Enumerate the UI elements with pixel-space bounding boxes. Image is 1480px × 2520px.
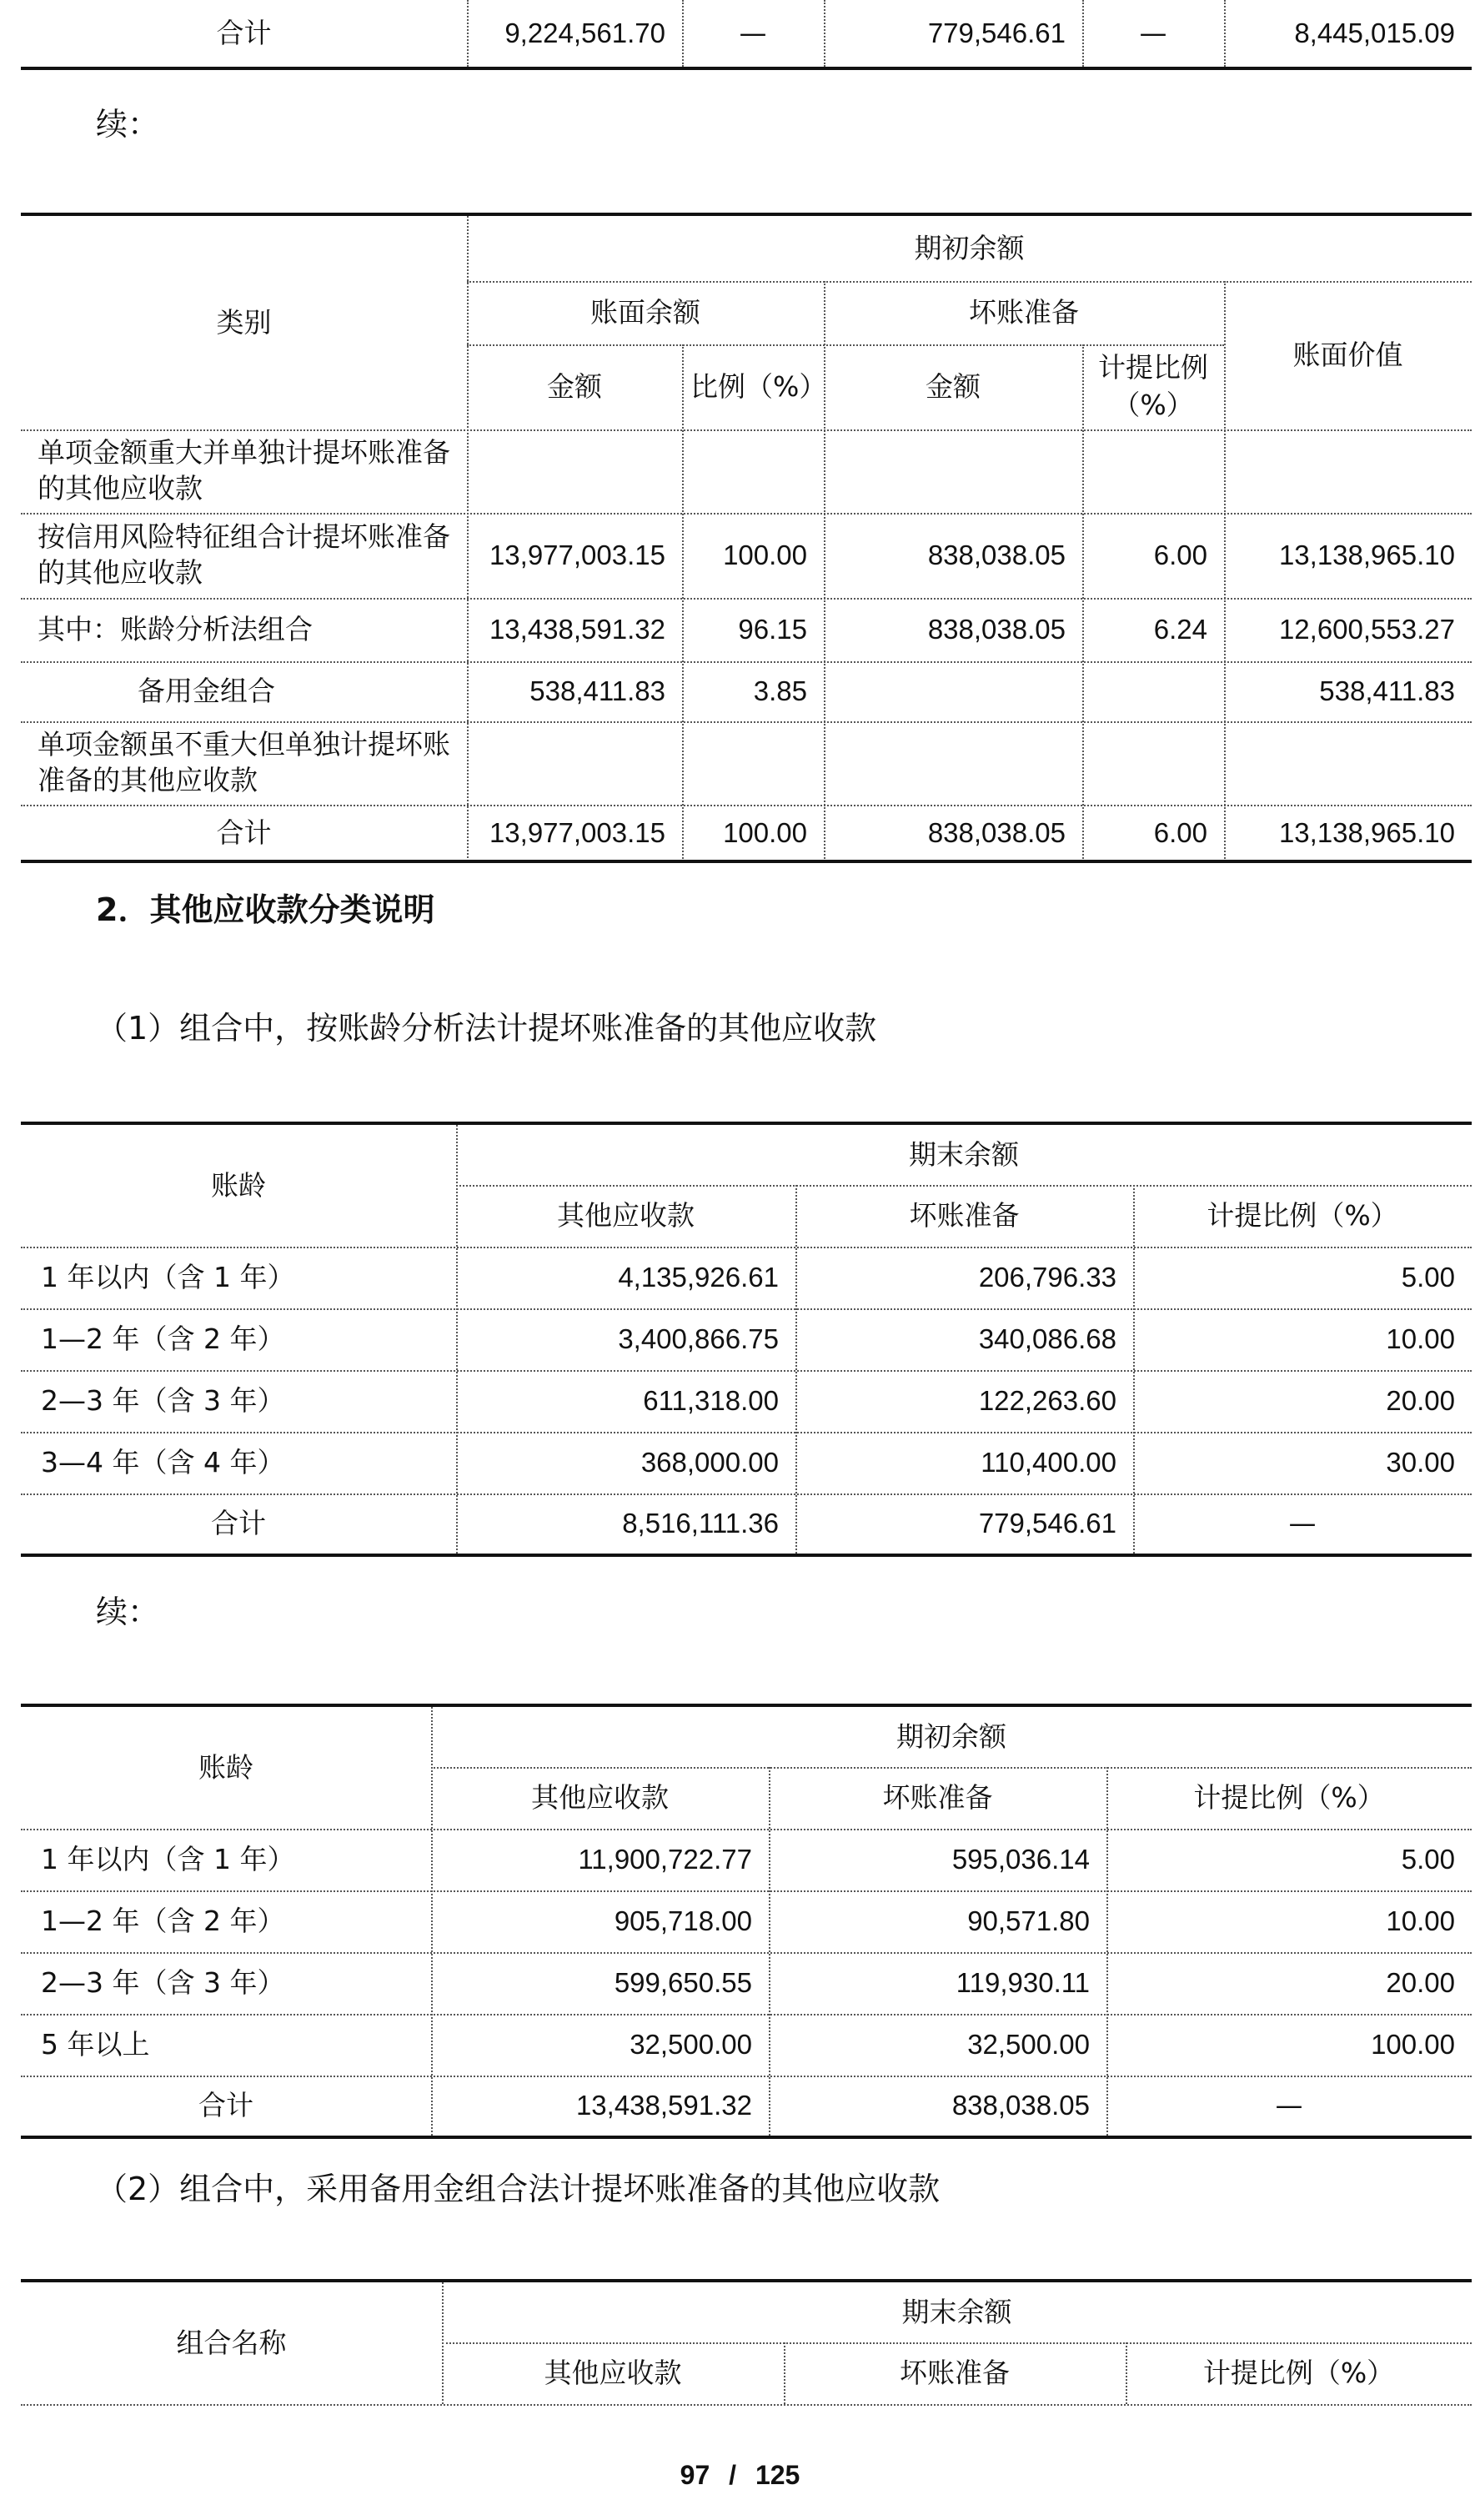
header-net-value: 账面价值 (1292, 338, 1403, 371)
bad-debt-value: 110,400.00 (981, 1446, 1116, 1478)
row-label: 3—4 年（含 4 年） (41, 1445, 285, 1478)
receivable-value: 3,400,866.75 (618, 1323, 779, 1354)
row-label: 1 年以内（含 1 年） (41, 1260, 295, 1293)
row-label: 合计 (198, 2088, 253, 2121)
book-ratio: 100.00 (723, 539, 807, 570)
sub-heading-reserve: （2）组合中，采用备用金组合法计提坏账准备的其他应收款 (96, 2171, 941, 2207)
row-label: 1—2 年（含 2 年） (41, 1904, 285, 1937)
page-number (0, 2460, 1480, 2491)
table-row-total (21, 1493, 1472, 1554)
ratio-value: 5.00 (1401, 1261, 1455, 1293)
bad-debt-value: 206,796.33 (978, 1261, 1116, 1293)
bad-debt-value: 340,086.68 (978, 1323, 1116, 1354)
header-amount-2: 金额 (926, 369, 981, 403)
ratio-value: 20.00 (1386, 1966, 1455, 1998)
bad-debt-amount: 779,546.61 (927, 17, 1066, 48)
header-period: 期初余额 (896, 1719, 1006, 1753)
bad-debt-value: 779,546.61 (978, 1507, 1116, 1539)
ratio-value: 20.00 (1386, 1384, 1455, 1416)
header-ratio: 计提比例（%） (1202, 2356, 1395, 2389)
bad-debt-value: 90,571.80 (967, 1905, 1090, 1936)
ratio-value: — (1275, 2088, 1303, 2121)
row-label: 备用金组合 (138, 674, 275, 707)
reserve-table (21, 2279, 1472, 2412)
table-row (21, 1247, 1472, 1308)
receivable-value: 599,650.55 (614, 1966, 752, 1998)
section-heading: 2．其他应收款分类说明 (96, 891, 435, 928)
book-amount: 538,411.83 (529, 675, 665, 706)
row-label: 按信用风险特征组合计提坏账准备的其他应收款 (38, 520, 450, 589)
header-ratio: 比例（%） (690, 369, 827, 403)
header-amount: 金额 (547, 369, 602, 403)
book-ratio: 100.00 (723, 816, 807, 848)
bad-debt-value: 838,038.05 (951, 2089, 1090, 2121)
page-separator: / (729, 2460, 737, 2490)
header-provision-ratio: 计提比例（%） (1098, 351, 1208, 421)
bad-debt-amount: 838,038.05 (927, 539, 1066, 570)
top-table (21, 0, 1472, 75)
receivable-value: 8,516,111.36 (622, 1507, 779, 1539)
row-label: 2—3 年（含 3 年） (41, 1383, 285, 1417)
row-label: 合计 (216, 16, 272, 49)
table-row (21, 1952, 1472, 2014)
ratio-value: — (1288, 1506, 1317, 1539)
total-pages: 125 (755, 2460, 800, 2490)
bad-debt-ratio: 6.00 (1153, 539, 1207, 570)
table-row (21, 598, 1472, 661)
ratio-value: 10.00 (1386, 1905, 1455, 1936)
table-row-total (21, 0, 1472, 67)
bad-debt-value: 122,263.60 (978, 1384, 1116, 1416)
row-label: 其中：账龄分析法组合 (38, 612, 313, 645)
book-ratio: — (739, 16, 767, 49)
bad-debt-ratio: — (1139, 16, 1167, 49)
receivable-value: 611,318.00 (643, 1384, 779, 1416)
bad-debt-value: 119,930.11 (956, 1966, 1090, 1998)
aging-begin-table (21, 1704, 1472, 2141)
continued-label: 续： (96, 1594, 160, 1630)
header-bad-debt: 坏账准备 (882, 1780, 993, 1814)
header-ratio: 计提比例（%） (1207, 1198, 1398, 1232)
table-row (21, 1432, 1472, 1493)
table-row (21, 1829, 1472, 1890)
bad-debt-amount: 838,038.05 (927, 613, 1066, 645)
header-receivable: 其他应收款 (544, 2356, 682, 2389)
sub-heading-aging: （1）组合中，按账龄分析法计提坏账准备的其他应收款 (96, 1010, 877, 1047)
header-ratio: 计提比例（%） (1193, 1780, 1385, 1814)
row-label: 1—2 年（含 2 年） (41, 1322, 285, 1355)
book-ratio: 3.85 (753, 675, 807, 706)
receivable-value: 13,438,591.32 (575, 2089, 752, 2121)
ratio-value: 100.00 (1371, 2028, 1455, 2060)
row-label: 1 年以内（含 1 年） (41, 1842, 295, 1875)
net-value: 12,600,553.27 (1278, 613, 1455, 645)
receivable-value: 11,900,722.77 (578, 1843, 752, 1875)
bad-debt-value: 595,036.14 (951, 1843, 1090, 1875)
row-label: 单项金额重大并单独计提坏账准备的其他应收款 (38, 436, 450, 505)
header-receivable: 其他应收款 (557, 1198, 695, 1232)
bad-debt-ratio: 6.00 (1153, 816, 1207, 848)
header-bad-debt: 坏账准备 (900, 2356, 1010, 2389)
header-name: 组合名称 (176, 2326, 287, 2359)
ratio-value: 10.00 (1386, 1323, 1455, 1354)
bad-debt-amount: 838,038.05 (927, 816, 1066, 848)
receivable-value: 4,135,926.61 (618, 1261, 779, 1293)
receivable-value: 368,000.00 (640, 1446, 779, 1478)
header-period: 期末余额 (909, 1137, 1019, 1171)
net-value: 13,138,965.10 (1278, 539, 1455, 570)
row-label: 5 年以上 (41, 2027, 150, 2061)
row-label: 合计 (211, 1506, 266, 1539)
header-period: 期初余额 (914, 231, 1025, 264)
header-bad-debt: 坏账准备 (969, 295, 1079, 329)
table-row (21, 1890, 1472, 1952)
net-value: 13,138,965.10 (1278, 816, 1455, 848)
table-row (21, 721, 1472, 805)
book-amount: 9,224,561.70 (504, 17, 665, 48)
table-row-total (21, 805, 1472, 861)
bad-debt-value: 32,500.00 (967, 2028, 1090, 2060)
net-value: 8,445,015.09 (1294, 17, 1455, 48)
aging-end-table (21, 1122, 1472, 1559)
net-value: 538,411.83 (1319, 675, 1455, 706)
row-label: 2—3 年（含 3 年） (41, 1965, 285, 1999)
ratio-value: 5.00 (1401, 1843, 1455, 1875)
header-category: 类别 (216, 305, 272, 339)
book-ratio: 96.15 (738, 613, 807, 645)
continued-label: 续： (96, 106, 160, 143)
row-label: 合计 (216, 816, 272, 849)
header-aging: 账龄 (198, 1750, 253, 1784)
current-page: 97 (680, 2460, 710, 2490)
header-period: 期末余额 (901, 2295, 1012, 2328)
table-row (21, 1370, 1472, 1432)
header-book-balance: 账面余额 (590, 295, 700, 329)
header-bad-debt: 坏账准备 (909, 1198, 1020, 1232)
book-amount: 13,438,591.32 (489, 613, 665, 645)
receivable-value: 905,718.00 (614, 1905, 752, 1936)
opening-balance-table (21, 213, 1472, 863)
ratio-value: 30.00 (1386, 1446, 1455, 1478)
book-amount: 13,977,003.15 (489, 539, 665, 570)
row-label: 单项金额虽不重大但单独计提坏账准备的其他应收款 (38, 728, 450, 796)
table-row-total (21, 2076, 1472, 2136)
bad-debt-ratio: 6.24 (1153, 613, 1207, 645)
header-receivable: 其他应收款 (531, 1780, 669, 1814)
table-row (21, 2014, 1472, 2076)
receivable-value: 32,500.00 (630, 2028, 752, 2060)
table-row (21, 429, 1472, 513)
table-row (21, 661, 1472, 721)
book-amount: 13,977,003.15 (489, 816, 665, 848)
header-aging: 账龄 (211, 1168, 266, 1202)
table-row (21, 1308, 1472, 1370)
table-row (21, 513, 1472, 598)
